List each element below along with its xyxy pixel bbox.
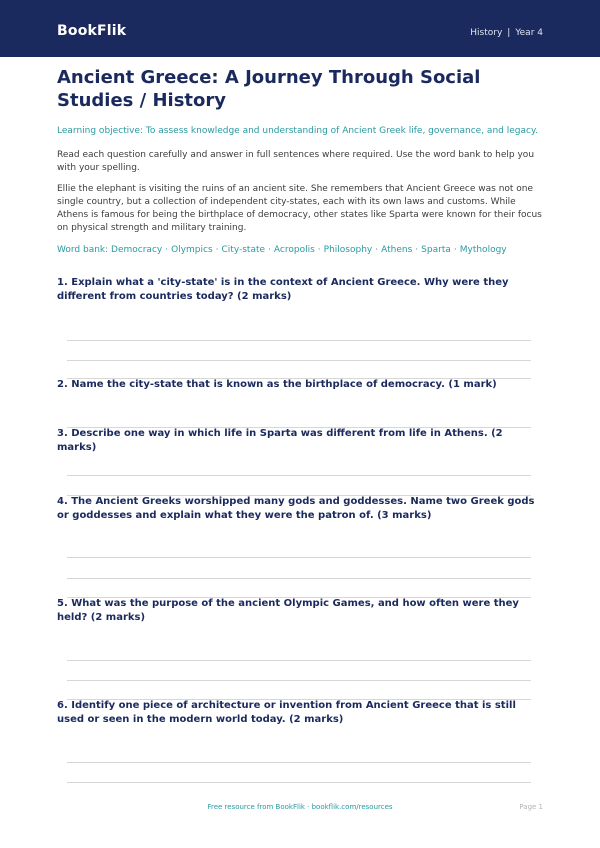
breadcrumb-separator: |: [507, 28, 511, 38]
footer-credit: Free resource from BookFlik · bookflik.com/resources: [207, 803, 393, 811]
question-1: 1. Explain what a 'city-state' is in the context of Ancient Greece. Why were they different from countries today? (2 marks): [57, 277, 509, 302]
breadcrumb: [470, 28, 543, 38]
header-bar: [0, 0, 600, 57]
word-bank-word: Athens: [381, 245, 413, 255]
answer-line[interactable]: [67, 680, 531, 681]
answer-line[interactable]: [67, 495, 531, 496]
page-title: Ancient Greece: A Journey Through Social Studies / History: [57, 67, 481, 111]
answer-line[interactable]: [67, 360, 531, 361]
instructions: Read each question carefully and answer in full sentences where required. Use the word bank to help you with your spelling.: [57, 150, 535, 173]
answer-line[interactable]: [67, 427, 531, 428]
word-bank: Word bank: Democracy · Olympics · City-state · Acropolis · Philosophy · Athens · Sparta · Mythology: [57, 245, 507, 255]
word-bank-word: Olympics: [171, 245, 213, 255]
word-bank-word: Sparta: [421, 245, 451, 255]
word-bank-word: City-state: [221, 245, 266, 255]
answer-line[interactable]: [67, 762, 531, 763]
answer-line[interactable]: [67, 475, 531, 476]
answer-line[interactable]: [67, 557, 531, 558]
question-3: 3. Describe one way in which life in Sparta was different from life in Athens. (2 marks): [57, 428, 503, 453]
answer-line[interactable]: [67, 597, 531, 598]
word-bank-word: Philosophy: [323, 245, 373, 255]
page-number: Page 1: [519, 803, 543, 811]
word-bank-word: Acropolis: [273, 245, 315, 255]
question-2: 2. Name the city-state that is known as the birthplace of democracy. (1 mark): [57, 379, 497, 390]
answer-line[interactable]: [67, 699, 531, 700]
answer-line[interactable]: [67, 340, 531, 341]
learning-objective: Learning objective: To assess knowledge and understanding of Ancient Greek life, governance, and legacy.: [57, 126, 538, 136]
question-5: 5. What was the purpose of the ancient Olympic Games, and how often were they held? (2 marks): [57, 598, 519, 623]
answer-line[interactable]: [67, 782, 531, 783]
question-6: 6. Identify one piece of architecture or invention from Ancient Greece that is still used or seen in the modern world today. (2 marks): [57, 700, 516, 725]
answer-line[interactable]: [67, 378, 531, 379]
brand-logo: BookFlik: [57, 23, 127, 39]
year-label: Year 4: [515, 28, 543, 38]
answer-line[interactable]: [67, 578, 531, 579]
intro-section: [57, 66, 543, 256]
word-bank-word: Democracy: [111, 245, 163, 255]
word-bank-label: Word bank:: [57, 245, 109, 255]
word-bank-word: Mythology: [459, 245, 507, 255]
answer-line[interactable]: [67, 660, 531, 661]
subject-label: History: [470, 28, 503, 38]
question-4: 4. The Ancient Greeks worshipped many gods and goddesses. Name two Greek gods or goddesses and explain what they were the patron of. (3 marks): [57, 496, 535, 521]
intro-passage: Ellie the elephant is visiting the ruins of an ancient site. She remembers that Ancient Greece was not one single country, but a collection of independent city-states, each with its own laws and customs. While Athens is famous for being the birthplace of democracy, other states like Sparta were known for their focus on physical strength and military training.: [57, 184, 542, 233]
